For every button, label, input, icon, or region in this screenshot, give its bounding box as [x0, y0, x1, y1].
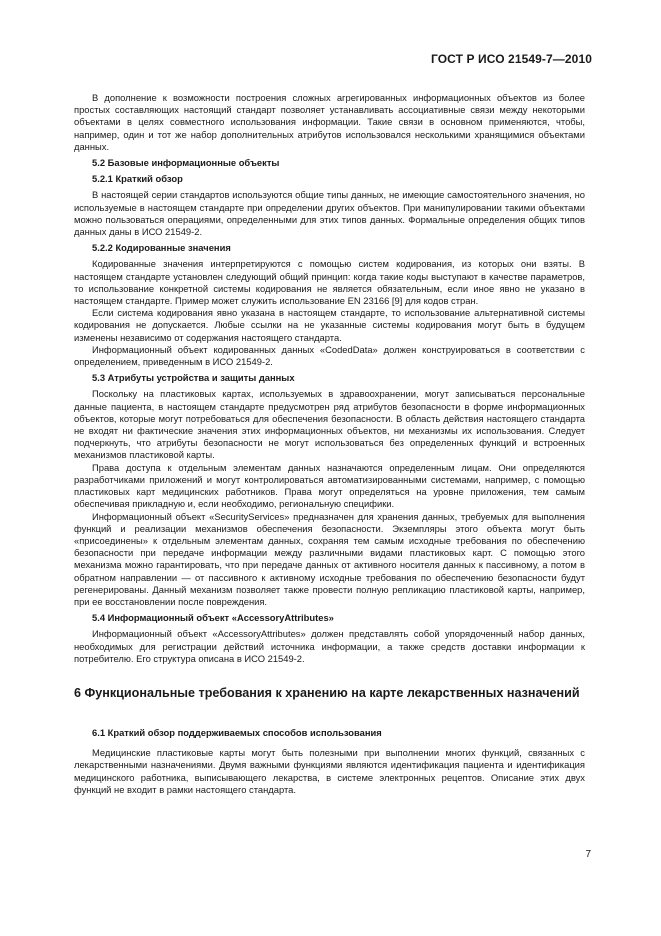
paragraph: Права доступа к отдельным элементам данных назначаются определенным лицам. Они определяются разработчиками приложений и могут контролироваться автоматизированными системами, например, с помощью пластиковых карт медицинских работников. Права могут определяться на уровне приложения, тем самым обеспечивая прикладную и, если необходимо, региональную специфики. — [74, 461, 585, 510]
section-heading-5-2-2: 5.2.2 Кодированные значения — [92, 242, 231, 254]
paragraph: Медицинские пластиковые карты могут быть полезными при выполнении многих функций, связанных с лекарственными назначениями. Двумя важными функциями являются идентификация пациента и идентификация медицинского работника, выписывающего лекарства, в системе электронных рецептов. Описание этих двух функций не входит в рамки настоящего стандарта. — [74, 747, 585, 795]
page-number: 7 — [585, 849, 591, 860]
paragraph: Информационный объект «SecurityServices» предназначен для хранения данных, требуемых для выполнения функций и реализации механизмов обеспечения безопасности. Экземпляры этого объекта могут быть «присоединены» к отдельным элементам данных, сохраняя тем самым исходные требования по обеспечению безопасности при передаче информации между различными видами пластиковых карт. С помощью этого механизма можно гарантировать, что при передаче данных от активного носителя данных к пассивному, а потом в обратном направлении — от пассивного к активному исходные требования по обеспечению безопасности будут регенерированы. Данный механизм позволяет также провести полную репликацию пластиковой карты, например, при ее восстановлении после повреждения. — [74, 510, 585, 607]
section-heading-5-3: 5.3 Атрибуты устройства и защиты данных — [92, 372, 295, 384]
section-heading-5-4: 5.4 Информационный объект «AccessoryAttributes» — [92, 612, 334, 624]
section-heading-5-2-1: 5.2.1 Краткий обзор — [92, 173, 183, 185]
paragraph: Если система кодирования явно указана в настоящем стандарте, то использование альтернативной системы кодирования не допускается. Любые ссылки на не указанные системы кодирования могут быть в будущем изменены независимо от содержания настоящего стандарта. — [74, 307, 585, 343]
section-heading-6-1: 6.1 Краткий обзор поддерживаемых способов использования — [92, 726, 382, 738]
section-heading-5-2: 5.2 Базовые информационные объекты — [92, 157, 280, 169]
paragraph: Информационный объект кодированных данных «CodedData» должен конструироваться в соответствии с определением, приведенным в ИСО 21549-2. — [74, 343, 585, 368]
paragraph: Поскольку на пластиковых картах, используемых в здравоохранении, могут записываться персональные данные пациента, в настоящем стандарте предусмотрен ряд атрибутов безопасности в форме информационных объектов, которые могут потребоваться для обеспечения безопасности. В область действия настоящего стандарта не входят ни фактические значения этих информационных объектов, ни механизмы их использования. Следует подчеркнуть, что атрибуты безопасности не могут использоваться без определенных функций и встроенных механизмов пластиковой карты. — [74, 388, 585, 461]
paragraph: Информационный объект «AccessoryAttributes» должен представлять собой упорядоченный набор данных, необходимых для регистрации действий источника информации, а также средств доставки информации к потребителю. Его структура описана в ИСО 21549-2. — [74, 628, 585, 664]
paragraph: В настоящей серии стандартов используются общие типы данных, не имеющие самостоятельного значения, но используемые в настоящем стандарте при определении других объектов. При манипулировании такими объектами можно пользоваться операциями, определенными для этих типов данных. Формальные определения общих типов данных даны в ИСО 21549-2. — [74, 189, 585, 238]
document-body — [74, 92, 585, 796]
section-heading-6: 6 Функциональные требования к хранению на карте лекарственных назначений — [74, 685, 580, 700]
paragraph: В дополнение к возможности построения сложных агрегированных информационных объектов из более простых составляющих настоящий стандарт позволяет устанавливать ассоциативные связи между некоторыми объектами в целях совместного использования информации. Такие связи в основном применяются, чтобы, например, один и тот же набор дополнительных атрибутов использовался несколькими хранящимися объектами данных. — [74, 92, 585, 152]
paragraph: Кодированные значения интерпретируются с помощью систем кодирования, из которых они взяты. В настоящем стандарте установлен следующий общий принцип: когда такие коды выступают в качестве параметров, то использование конкретной системы кодирования не является обязательным, если иное явно не указано в настоящем стандарте. Пример может служить использование EN 23166 [9] для кодов стран. — [74, 258, 585, 307]
document-header: ГОСТ Р ИСО 21549-7—2010 — [430, 52, 592, 66]
